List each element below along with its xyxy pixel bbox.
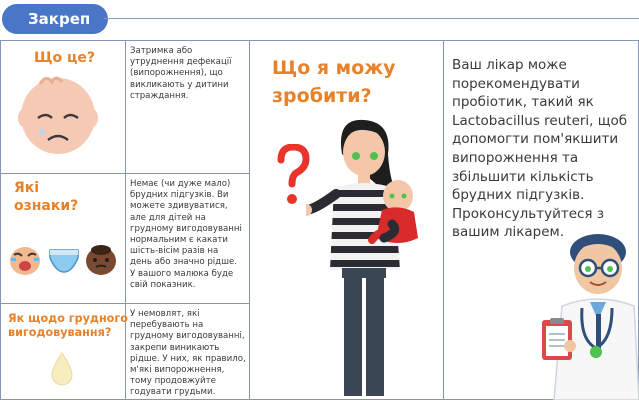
mother-with-baby-icon bbox=[306, 114, 424, 398]
breastfeeding-title-line1: Як щодо грудного bbox=[8, 312, 128, 325]
milk-drop-icon bbox=[50, 352, 74, 386]
what-can-i-do-title-line1: Що я можу bbox=[272, 57, 396, 79]
signs-text: Немає (чи дуже мало) брудних підгузків. Ви можете здивуватися, але для дітей на грудному вигодовуванні нормальним є какати шість-вісім разів на день або значно рідше. У вашого малюка буде свій показник. bbox=[130, 179, 242, 290]
signs-title-line1: Які bbox=[14, 180, 40, 196]
what-is-title: Що це? bbox=[34, 50, 96, 66]
section-title: Закреп bbox=[2, 4, 108, 34]
left-column-divider bbox=[125, 40, 126, 400]
breastfeeding-text: У немовлят, які перебувають на грудному вигодовуванні, закрепи виникають рідше. У них, як правило, м'які випорожнення, тому продовжуйте годувати грудьми. bbox=[130, 309, 246, 398]
baby-icon bbox=[84, 244, 118, 276]
diaper-icon bbox=[48, 248, 80, 274]
what-can-i-do-title-line2: зробити? bbox=[272, 85, 372, 107]
question-mark-icon bbox=[276, 144, 310, 206]
breastfeeding-title-line2: вигодовування? bbox=[8, 326, 112, 339]
middle-right-divider bbox=[443, 40, 444, 400]
crying-baby-icon bbox=[8, 244, 42, 276]
advice-text: Ваш лікар може порекомендувати пробіотик, такий як Lactobacillus reuteri, щоб допомогти пом'якшити випорожнення та збільшити кількість брудних підгузків. Проконсультуйтеся з вашим лікарем. bbox=[452, 57, 628, 241]
signs-title-line2: ознаки? bbox=[14, 198, 79, 214]
doctor-icon bbox=[540, 228, 639, 400]
what-is-text: Затримка або утруднення дефекації (випорожнення), що викликають у дитини страждання. bbox=[130, 46, 232, 101]
header-divider bbox=[104, 18, 639, 19]
sad-baby-icon bbox=[18, 72, 98, 156]
